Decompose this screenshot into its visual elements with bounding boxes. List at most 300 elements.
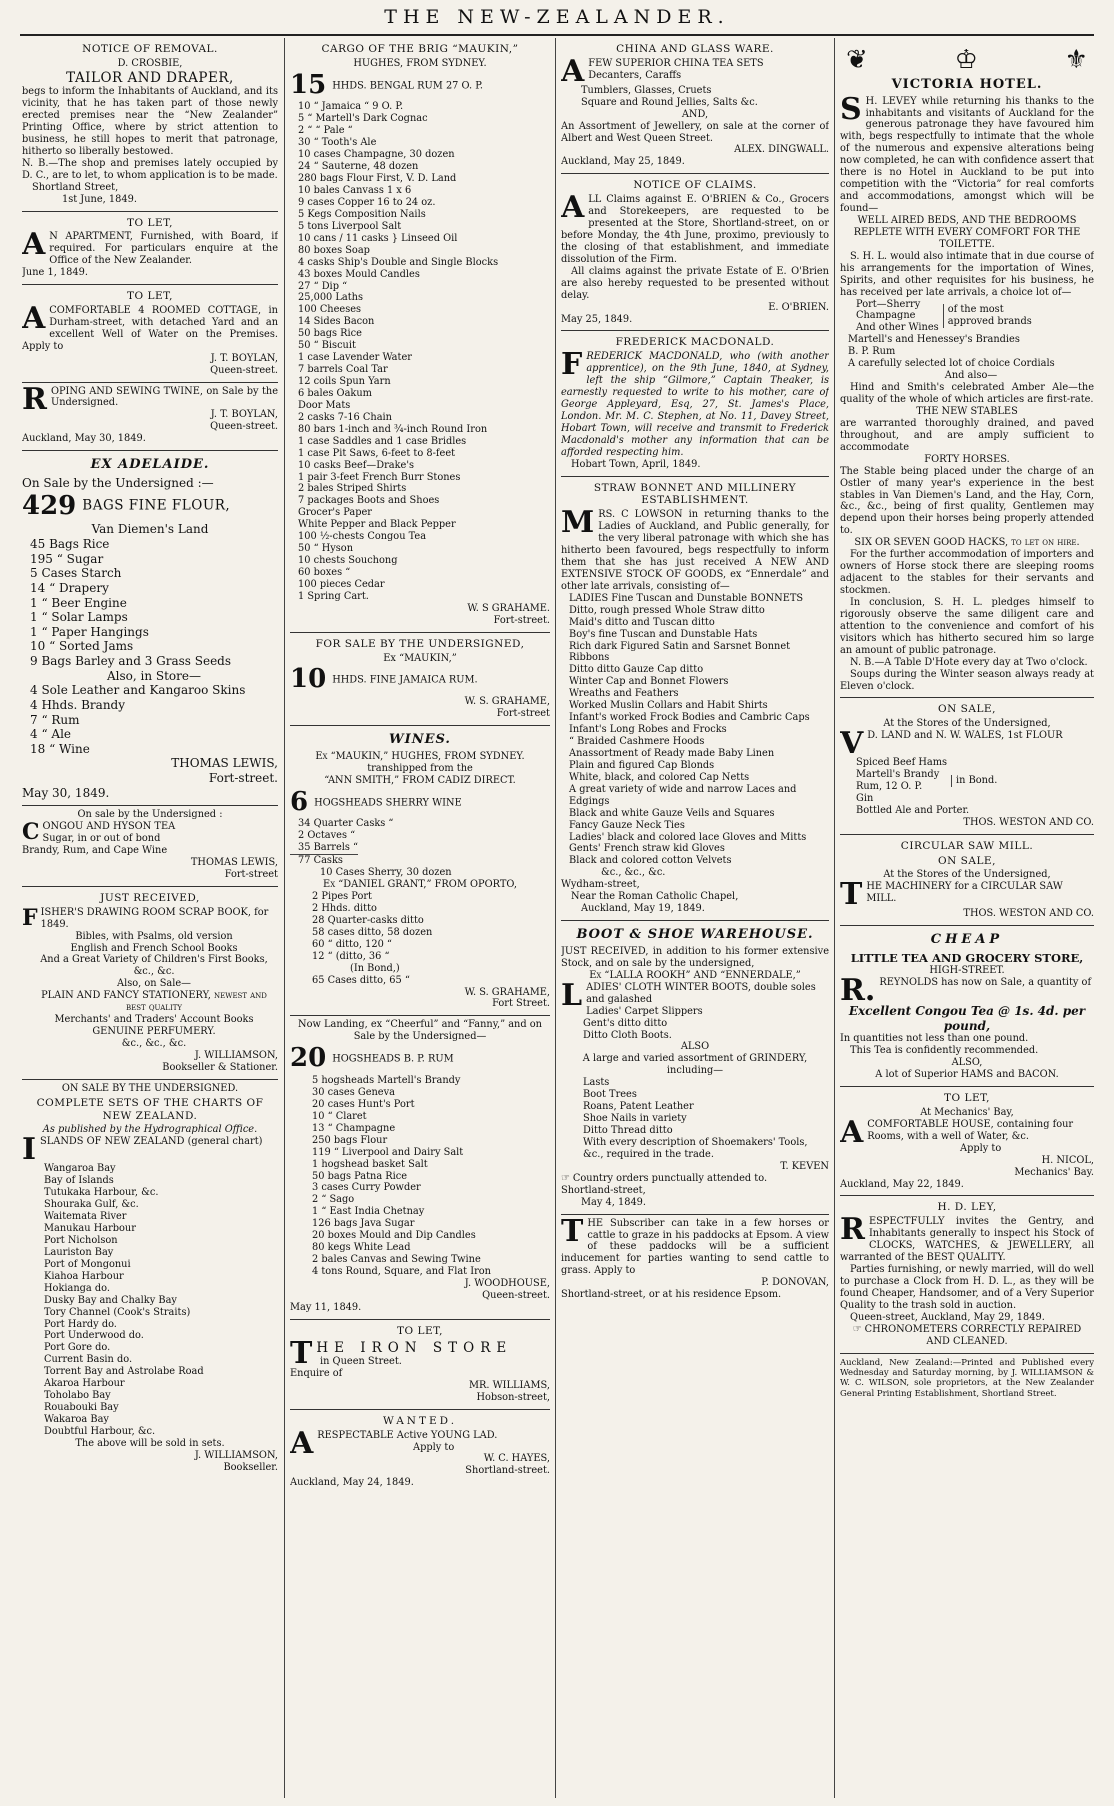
ad-subtitle: Ex “DANIEL GRANT,” FROM OPORTO, (323, 879, 517, 891)
list-item: 50 “ Biscuit (298, 340, 356, 352)
ad-heading: JUST RECEIVED, (100, 891, 200, 904)
list-item: Ladies' Carpet Slippers (586, 1005, 703, 1017)
list-item: 50 bags Rice (298, 328, 362, 340)
list-item: 4 tons Round, Square, and Flat Iron (312, 1266, 491, 1278)
list-item: LADIES Fine Tuscan and Dunstable BONNETS (569, 592, 804, 604)
drop-cap: A (22, 300, 46, 336)
list-item: Port Underwood do. (44, 1330, 144, 1342)
list-item: 2 Octaves “ (298, 830, 356, 842)
list-item: 4 Hhds. Brandy (30, 697, 126, 712)
signature: E. O'BRIEN. (768, 301, 829, 313)
ad-note: Soups during the Winter season always ready at Eleven o'clock. (840, 668, 1094, 692)
ad-heading: WINES. (389, 732, 451, 748)
ad-body: AND, (681, 108, 709, 120)
ad-body: H. LEVEY while returning his thanks to the inhabitants and visitants of Auckland for the generous patronage they have favoured him with, begs respectfully to intimate that the whole of the numerous and expensive alterations being now completed, he can with confidence assert that there is no Hotel in Auckland to be put into competition with the “Victoria” for real comforts and accommodations, amongst which will be found— (840, 95, 1094, 215)
list-item: 10 chests Souchong (298, 555, 398, 567)
list-item: Grocer's Paper (298, 507, 372, 519)
signature-address: Mechanics' Bay. (1014, 1166, 1094, 1178)
list-item: Tumblers, Glasses, Cruets (581, 84, 712, 96)
ad-heading: Now Landing, ex “Cheerful” and “Fanny,” and on Sale by the Undersigned— (298, 1019, 542, 1043)
ad-note: N. B.—A Table D'Hote every day at Two o'clock. (850, 656, 1088, 668)
list-item: Torrent Bay and Astrolabe Road (44, 1366, 204, 1378)
ad-boot-shoe (561, 921, 829, 1214)
ad-heading: WANTED. (382, 1414, 458, 1427)
list-item: Port—Sherry (856, 298, 921, 310)
address: Wydham-street, (561, 879, 640, 891)
ad-ex-adelaide (22, 451, 278, 806)
list-item: 7 barrels Coal Tar (298, 364, 388, 376)
list-item: 119 “ Liverpool and Dairy Salt (312, 1146, 464, 1158)
lead-text: HOGSHEADS B. P. RUM (332, 1053, 454, 1065)
ad-subtitle: ON SALE, (938, 854, 996, 867)
list-item: 195 “ Sugar (30, 551, 104, 566)
list-item: Ladies' black and colored lace Gloves and Mitts (569, 831, 807, 843)
ad-heading: EX ADELAIDE. (90, 457, 210, 473)
ad-charts (22, 1080, 278, 1479)
lead-number: 10 (290, 664, 327, 695)
ad-body: ALSO, (951, 1057, 983, 1069)
list-item: 5 Kegs Composition Nails (298, 208, 426, 220)
list-item: 2 bales Canvas and Sewing Twine (312, 1254, 481, 1266)
ad-house-to-let (840, 1087, 1094, 1196)
lead-text: BAGS FINE FLOUR, (82, 497, 231, 514)
date: Auckland, May 24, 1849. (290, 1477, 414, 1489)
list-item: 28 Quarter-casks ditto (312, 914, 424, 926)
list-item: Maid's ditto and Tuscan ditto (569, 616, 715, 628)
list-item: 30 cases Geneva (312, 1086, 395, 1098)
list-item: Martell's and Henessey's Brandies (848, 334, 1020, 346)
list-item: 50 “ Hyson (298, 543, 354, 555)
list-item: 35 Barrels “ (298, 842, 359, 854)
list-item: Rum, 12 O. P. (856, 781, 923, 793)
ad-heading: BOOT & SHOE WAREHOUSE. (576, 927, 814, 943)
ad-note: SIX OR SEVEN GOOD HACKS, to let on hire. (854, 537, 1080, 549)
list-item: 43 boxes Mould Candles (298, 268, 420, 280)
list-item: 60 boxes “ (298, 567, 351, 579)
list-item: Bibles, with Psalms, old version (75, 930, 233, 942)
list-item: 60 “ ditto, 120 “ (312, 938, 392, 950)
ad-heading: TO LET, (127, 290, 173, 303)
ad-heading: TO LET, (127, 216, 173, 229)
list-item: 6 bales Oakum (298, 387, 372, 399)
ad-body: Apply to (413, 1441, 455, 1453)
list-item: Waitemata River (44, 1211, 127, 1223)
masthead: THE NEW-ZEALANDER. (384, 6, 730, 28)
list-item: 100 Cheeses (298, 304, 362, 316)
ad-note: N. B.—The shop and premises lately occupied by D. C., are to let, to whom application is to be made. (22, 157, 278, 181)
ad-removal (22, 38, 278, 212)
list-item: 30 “ Tooth's Ale (298, 137, 377, 149)
list-item: 20 cases Hunt's Port (312, 1098, 415, 1110)
drop-cap: R (840, 1212, 865, 1248)
lead-number: 6 (290, 786, 309, 817)
ad-subtitle: HUGHES, FROM SYDNEY. (353, 57, 487, 69)
ad-note: ☞ Country orders punctually attended to. (561, 1172, 768, 1184)
lead-number: 20 (290, 1043, 327, 1074)
list-item: GENUINE PERFUMERY. (92, 1026, 216, 1038)
ad-body: OPING AND SEWING TWINE, on Sale by the Undersigned. (50, 385, 278, 409)
ad-heading: TO LET, (944, 1092, 990, 1105)
ad-body: Enquire of (290, 1367, 343, 1379)
signature-address: Hobson-street, (476, 1391, 550, 1403)
drop-cap: V (840, 726, 864, 762)
drop-cap: A (290, 1425, 314, 1461)
list-item: (In Bond,) (350, 962, 400, 974)
signature: W. S. GRAHAME, (464, 986, 550, 998)
ad-title: LITTLE TEA AND GROCERY STORE, (850, 951, 1084, 966)
ad-iron-store (290, 1320, 550, 1410)
list-item: 10 “ Jamaica “ 9 O. P. (298, 101, 404, 113)
ad-subtitle: “ANN SMITH,” FROM CADIZ DIRECT. (324, 774, 516, 786)
list-item: 126 bags Java Sugar (312, 1218, 415, 1230)
list-item: Rouabouki Bay (44, 1402, 119, 1414)
ad-body: RESPECTABLE Active YOUNG LAD. (317, 1429, 498, 1441)
column-1 (22, 38, 278, 1798)
ad-body: For the further accommodation of importers and owners of Horse stock there are sleeping rooms adjacent to the stables for their servants and stockmen. (840, 549, 1094, 597)
ad-body: This Tea is confidently recommended. (850, 1045, 1039, 1057)
column-2 (290, 38, 550, 1798)
list-item: Gent's ditto ditto (583, 1017, 668, 1029)
list-item: Gents' French straw kid Gloves (569, 843, 725, 855)
ad-maukin-cargo (290, 38, 550, 633)
tea-offer: Excellent Congou Tea @ 1s. 4d. per pound, (848, 1004, 1086, 1033)
list-item: 5 tons Liverpool Salt (298, 220, 402, 232)
ad-subtitle: HIGH-STREET. (929, 965, 1005, 977)
list-item: B. P. Rum (848, 346, 896, 358)
ad-china-glass (561, 38, 829, 174)
list-item: 2 Hhds. ditto (312, 902, 377, 914)
ad-heading: CHEAP (930, 932, 1004, 948)
crown-icon: ♔ (954, 45, 978, 75)
ad-body: Parties furnishing, or newly married, will do well to purchase a Clock from H. D. L., as they will be found Cheaper, Handsomer, and of a Very Superior Quality to the trash sold in auction. (840, 1264, 1094, 1311)
millinery-list (561, 593, 829, 880)
list-item: Worked Muslin Collars and Habit Shirts (569, 700, 768, 712)
list-item: 9 Bags Barley and 3 Grass Seeds (30, 654, 232, 669)
ad-body: REDERICK MACDONALD, who (with another apprentice), on the 9th June, 1840, at Sydney, left the ship “Gilmore,” Captain Theaker, is earnestly requested to write to his mother, care of George Appleyard, Esq, 27, St. James's Place, London. Mr. M. C. Stephen, at No. 11, Davey Street, Hobart Town, will receive and transmit to Frederick Macdonald's mother any information that can be afforded respecting him. (561, 351, 829, 458)
signature-address: Shortland-street, or at his residence Epsom. (561, 1289, 782, 1301)
drop-cap: A (561, 53, 585, 89)
list-item: 80 boxes Soap (298, 244, 370, 256)
ad-wines (290, 726, 550, 1016)
drop-cap: F (561, 347, 583, 383)
list-item: 5 hogsheads Martell's Brandy (312, 1075, 461, 1087)
list-item: 5 Cases Starch (30, 566, 122, 581)
list-item: Akaroa Harbour (44, 1378, 125, 1390)
ad-heading: ON SALE, (938, 703, 996, 716)
list-item: Doubtful Harbour, &c. (44, 1425, 156, 1437)
drop-cap: A (22, 227, 46, 263)
ad-title: COMPLETE SETS OF THE CHARTS OF NEW ZEALAND. (36, 1096, 264, 1122)
ad-body: are warranted thoroughly drained, and paved throughout, and are amply sufficient to accommodate (840, 417, 1094, 453)
signature-address: Queen-street. (210, 421, 278, 433)
ad-subtitle: At the Stores of the Undersigned, (883, 718, 1051, 730)
list-item: PLAIN AND FANCY STATIONERY, newest and best quality (41, 990, 267, 1014)
list-item: 4 casks Ship's Double and Single Blocks (298, 256, 499, 268)
list-item: 7 packages Boots and Shoes (298, 495, 440, 507)
ad-body: begs to inform the Inhabitants of Auckland, and its vicinity, that he has taken part of those newly erected premises near the “New Zealander” Printing Office, where by strict attention to business, he still hopes to merit that patronage, hitherto so liberally bestowed. (22, 86, 278, 157)
list-item: Infant's worked Frock Bodies and Cambric Caps (569, 712, 810, 724)
ad-body: LL Claims against E. O'BRIEN & Co., Grocers and Storekeepers, are requested to be presented at the Store, Shortland-street, on or before Monday, the 4th June, proximo, previously to the closing of that establishment, and immediate dissolution of the Firm. (561, 194, 829, 265)
lead-number: 15 (290, 69, 327, 100)
ad-heading: STRAW BONNET AND MILLINERY ESTABLISHMENT. (593, 481, 797, 507)
goods-list (290, 1075, 550, 1278)
ad-heading: NOTICE OF CLAIMS. (633, 179, 757, 192)
list-item: Bottled Ale and Porter. (856, 804, 970, 816)
drop-cap: T (561, 1213, 584, 1249)
signature: ALEX. DINGWALL. (734, 144, 829, 156)
list-item: Tory Channel (Cook's Straits) (44, 1306, 191, 1318)
date: Auckland, May 25, 1849. (561, 156, 685, 168)
list-item: Toholabo Bay (44, 1390, 111, 1402)
list-item: 2 Pipes Port (312, 891, 372, 903)
ad-body: ISHER'S DRAWING ROOM SCRAP BOOK, for 1849. (40, 906, 269, 930)
list-item: 4 “ Ale (30, 727, 72, 742)
list-item: 9 cases Copper 16 to 24 oz. (298, 196, 436, 208)
list-item: 5 “ Martell's Dark Cognac (298, 113, 428, 125)
date: Hobart Town, April, 1849. (571, 458, 701, 470)
list-item: Anassortment of Ready made Baby Linen (569, 747, 775, 759)
hotel-emblem (840, 41, 1094, 77)
list-note: in Bond. (951, 775, 997, 787)
drop-cap: I (22, 1132, 37, 1168)
ad-heading: NOTICE OF REMOVAL. (82, 43, 218, 55)
list-item: 1 “ Solar Lamps (30, 610, 128, 625)
list-item: “ Braided Cashmere Hoods (569, 736, 705, 748)
date: 1st June, 1849. (62, 193, 137, 205)
wine-list (290, 818, 550, 879)
ad-subtitle: Ex “MAUKIN,” HUGHES, FROM SYDNEY. (315, 750, 525, 762)
date: Auckland, May 19, 1849. (581, 903, 705, 915)
list-item: White Pepper and Black Pepper (298, 519, 456, 531)
signature-address: Queen-street. (482, 1289, 550, 1301)
list-item: SLANDS OF NEW ZEALAND (general chart) (40, 1136, 263, 1148)
list-item: 14 “ Drapery (30, 580, 109, 595)
signature-address: Fort-street (496, 708, 550, 720)
ad-body: in Queen Street. (320, 1356, 402, 1368)
address: Shortland Street, (32, 181, 119, 193)
list-item: Fancy Gauze Neck Ties (569, 819, 685, 831)
signature: THOMAS LEWIS, (171, 756, 278, 771)
drop-cap: F (22, 904, 38, 931)
column-4 (840, 38, 1094, 1798)
list-item: Merchants' and Traders' Account Books (54, 1014, 254, 1026)
signature: MR. WILLIAMS, (468, 1379, 550, 1391)
ad-subheading: FORTY HORSES. (924, 453, 1010, 465)
address: Shortland-street, (561, 1184, 646, 1196)
ad-subtitle: transhipped from the (367, 762, 473, 774)
ad-body: ALSO (680, 1041, 710, 1053)
list-item: Boy's fine Tuscan and Dunstable Hats (569, 628, 758, 640)
list-item: 65 Cases ditto, 65 “ (312, 974, 410, 986)
signature-address: Fort Street. (492, 998, 550, 1010)
ad-body: An Assortment of Jewellery, on sale at the corner of Albert and West Queen Street. (561, 120, 829, 144)
list-item: White, black, and colored Cap Netts (569, 771, 750, 783)
ad-heading: CIRCULAR SAW MILL. (900, 839, 1034, 852)
list-item: Sugar, in or out of bond (42, 833, 161, 845)
ad-body: COMFORTABLE 4 ROOMED COTTAGE, in Durham-street, with detached Yard and an excellent Well of Water on the Premises. Apply to (22, 304, 278, 352)
list-item: 24 “ Sauterne, 48 dozen (298, 161, 419, 173)
list-item: Decanters, Caraffs (588, 69, 682, 81)
list-item: Manukau Harbour (44, 1223, 136, 1235)
drop-cap: T (290, 1335, 313, 1371)
ad-frederick-macdonald (561, 331, 829, 476)
column-3 (561, 38, 829, 1798)
list-item: Port of Mongonui (44, 1258, 131, 1270)
list-item: 3 cases Curry Powder (312, 1182, 421, 1194)
boot-list (561, 1006, 829, 1042)
date: Auckland, May 22, 1849. (840, 1178, 964, 1190)
list-item: Champagne (856, 310, 916, 322)
ad-body: D. LAND and N. W. WALES, 1st FLOUR (867, 730, 1063, 742)
list-item: 2 bales Striped Shirts (298, 483, 407, 495)
ad-heading: FREDERICK MACDONALD. (615, 336, 775, 349)
ad-body: HE MACHINERY for a CIRCULAR SAW MILL. (866, 881, 1063, 905)
list-item: Ditto Thread ditto (583, 1125, 673, 1137)
ad-on-sale-flour (840, 698, 1094, 834)
lead-text: HOGSHEADS SHERRY WINE (314, 797, 462, 809)
signature: J. WOODHOUSE, (464, 1277, 550, 1289)
ad-body: FEW SUPERIOR CHINA TEA SETS (588, 57, 764, 69)
list-item: Current Basin do. (44, 1354, 133, 1366)
list-item: 58 cases ditto, 58 dozen (312, 926, 433, 938)
ad-subtitle: As published by the Hydrographical Office. (42, 1124, 258, 1136)
list-item: 77 Casks (290, 854, 358, 867)
closing-line: The above will be sold in sets. (75, 1437, 225, 1449)
list-item: 100 pieces Cedar (298, 578, 385, 590)
list-item: 14 Sides Bacon (298, 316, 375, 328)
trade-title: TAILOR AND DRAPER, (66, 69, 234, 86)
ad-paddock (561, 1215, 829, 1307)
list-item: 250 bags Flour (312, 1134, 388, 1146)
list-item: 1 “ Paper Hangings (30, 624, 149, 639)
ad-notice-claims (561, 174, 829, 331)
list-item: 1 case Lavender Water (298, 352, 412, 364)
signature: THOMAS LEWIS, (190, 857, 278, 869)
list-item: And a Great Variety of Children's First Books, &c., &c. (40, 954, 268, 978)
ad-body: HE IRON STORE (316, 1339, 513, 1356)
list-item: 10 “ Sorted Jams (30, 639, 134, 654)
drop-cap: T (840, 877, 863, 913)
list-item: Shouraka Gulf, &c. (44, 1199, 139, 1211)
list-item: Ditto Cloth Boots. (583, 1029, 672, 1041)
signature: W. S GRAHAME. (467, 602, 550, 614)
signature: J. WILLIAMSON, (194, 1449, 278, 1461)
list-item: 18 “ Wine (30, 741, 90, 756)
ad-body: A large and varied assortment of GRINDERY, including— (582, 1053, 808, 1077)
masthead-rule (20, 34, 1094, 36)
list-item: Wakaroa Bay (44, 1414, 109, 1426)
column-rule (284, 38, 285, 1798)
signature-address: Fort-street. (493, 614, 550, 626)
bond-list (840, 757, 1094, 805)
ad-heading: CHINA AND GLASS WARE. (616, 43, 774, 55)
signature: P. DONOVAN, (761, 1277, 829, 1289)
advertiser-name: D. CROSBIE, (117, 57, 183, 69)
ad-body: In conclusion, S. H. L. pledges himself to rigorously observe the same diligent care and attention to the convenience and comfort of his visitors which has hitherto secured him so large an amount of public patronage. (840, 596, 1094, 656)
ad-body: All claims against the private Estate of E. O'Brien are also hereby requested to be presented without delay. (561, 265, 829, 301)
lead-text: HHDS. FINE JAMAICA RUM. (332, 674, 478, 686)
list-item: 20 boxes Mould and Dip Candles (312, 1230, 476, 1242)
list-item: Lasts (583, 1077, 610, 1089)
list-item: Black and white Gauze Veils and Squares (569, 807, 775, 819)
list-item: &c., &c., &c. (121, 1038, 187, 1050)
list-item: Shoe Nails in variety (583, 1113, 687, 1125)
list-item: 7 “ Rum (30, 712, 80, 727)
imprint-text: Auckland, New Zealand:—Printed and Published every Wednesday and Saturday morning, by J. WILLIAMSON & W. C. WILSON, sole proprietors, at the New Zealander General Printing Establishment, Shortland Street. (840, 1357, 1094, 1399)
ad-cottage (22, 285, 278, 382)
list-item: 12 coils Spun Yarn (298, 376, 391, 388)
ad-heading: H. D. LEY, (937, 1201, 997, 1214)
list-item: Also, on Sale— (117, 978, 191, 990)
ad-body: N APARTMENT, Furnished, with Board, if required. For particulars enquire at the Office of the New Zealander. (49, 231, 278, 267)
list-item: Wreaths and Feathers (569, 688, 679, 700)
signature: J. T. BOYLAN, (210, 409, 278, 421)
list-item: Martell's Brandy (856, 769, 940, 781)
list-item: Roans, Patent Leather (583, 1101, 694, 1113)
ad-body: Apply to (960, 1142, 1002, 1154)
signature: THOS. WESTON AND CO. (963, 816, 1094, 828)
list-item: 50 bags Patna Rice (312, 1170, 408, 1182)
date: Queen-street, Auckland, May 29, 1849. (850, 1311, 1045, 1323)
list-item: 1 “ East India Chetnay (312, 1206, 425, 1218)
list-item: 1 case Saddles and 1 case Bridles (298, 435, 467, 447)
list-item: 10 Cases Sherry, 30 dozen (320, 867, 452, 879)
date: May 25, 1849. (561, 313, 633, 325)
ad-body: ESPECTFULLY invites the Gentry, and Inhabitants generally to inspect his Stock of CLOCKS, WATCHES, & JEWELLERY, all warranted of the BEST QUALITY. (840, 1216, 1094, 1264)
ad-saw-mill (840, 835, 1094, 926)
list-item: 1 “ Beer Engine (30, 595, 127, 610)
chart-list (22, 1163, 278, 1438)
signature: J. T. BOYLAN, (210, 352, 278, 364)
signature: T. KEVEN (780, 1160, 829, 1172)
signature: H. NICOL, (1041, 1154, 1094, 1166)
ad-subtitle: Ex “LALLA ROOKH” AND “ENNERDALE,” (589, 969, 801, 981)
ad-subtitle: Ex “MAUKIN,” (383, 652, 457, 664)
date: June 1, 1849. (22, 267, 88, 279)
imprint (840, 1354, 1094, 1399)
list-item: With every description of Shoemakers' Tools, &c., required in the trade. (583, 1136, 808, 1160)
list-item: Brandy, Rum, and Cape Wine (22, 845, 168, 857)
ad-body: ADIES' CLOTH WINTER BOOTS, double soles and galashed (586, 981, 816, 1005)
list-item: 12 “ (ditto, 36 “ (312, 950, 390, 962)
ad-body: REYNOLDS has now on Sale, a quantity of (879, 977, 1092, 989)
list-item: 13 “ Champagne (312, 1122, 396, 1134)
list-item: Plain and figured Cap Blonds (569, 759, 715, 771)
hotel-title: VICTORIA HOTEL. (891, 76, 1043, 92)
ad-body: ONGOU AND HYSON TEA (42, 821, 176, 833)
list-item: 100 ½-chests Congou Tea (298, 531, 427, 543)
lead-text: HHDS. BENGAL RUM 27 O. P. (332, 80, 483, 92)
date: May 4, 1849. (581, 1196, 647, 1208)
ad-note: WELL AIRED BEDS, AND THE BEDROOMS REPLETE WITH EVERY COMFORT FOR THE TOILETTE. (853, 214, 1081, 250)
drop-cap: A (840, 1114, 864, 1150)
date: May 30, 1849. (22, 785, 110, 800)
list-item: 1 pair 3-feet French Burr Stones (298, 471, 461, 483)
list-item: 34 Quarter Casks “ (298, 818, 394, 830)
list-item: Ditto ditto Gauze Cap ditto (569, 664, 704, 676)
signature-address: Fort-street (224, 869, 278, 880)
ad-subtitle: At the Stores of the Undersigned, (883, 869, 1051, 881)
signature-address: Bookseller. (223, 1461, 278, 1473)
list-item: 10 cases Champagne, 30 dozen (298, 149, 455, 161)
ad-jamaica-rum (290, 633, 550, 726)
ad-intro: On Sale by the Undersigned :— (22, 476, 214, 491)
ad-clocks (840, 1196, 1094, 1353)
list-item: English and French School Books (70, 942, 238, 954)
list-item: And also— (944, 370, 998, 382)
drop-cap: R. (840, 973, 876, 1009)
list-item: Lauriston Bay (44, 1246, 114, 1258)
